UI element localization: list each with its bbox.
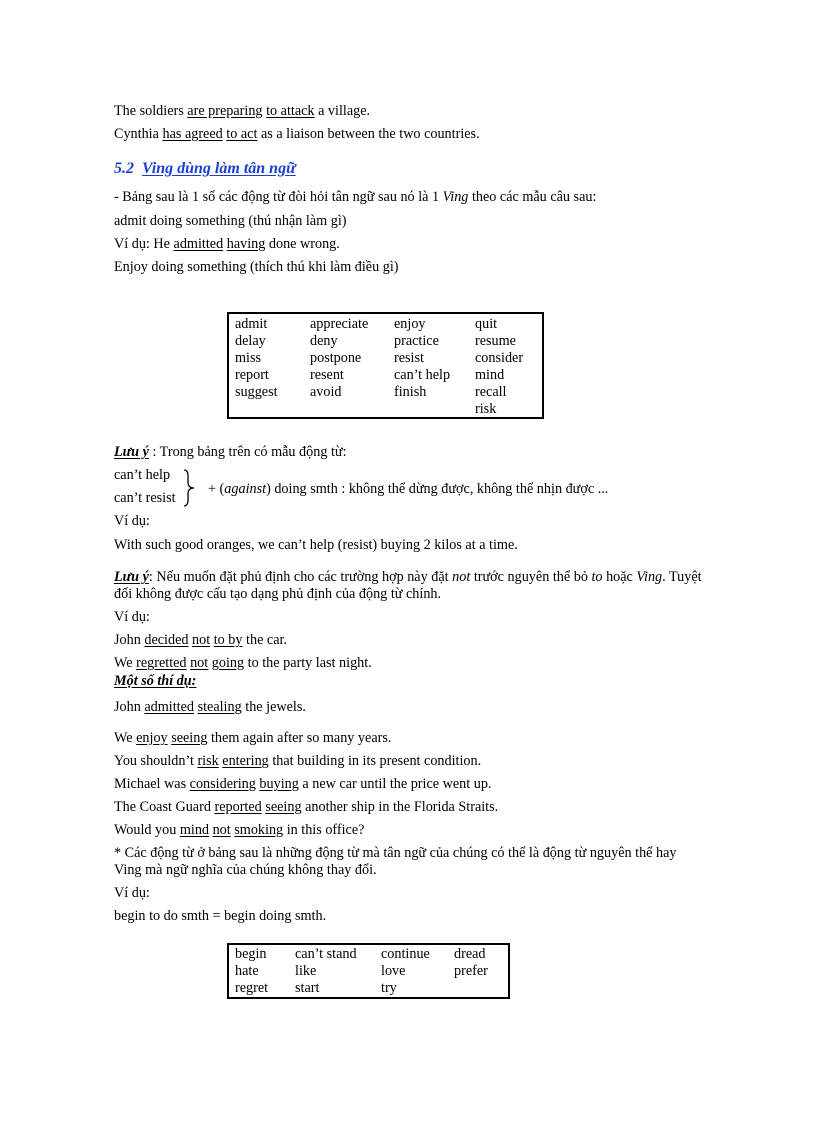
curly-brace-icon bbox=[180, 469, 198, 507]
example-1: John admitted stealing the jewels. bbox=[114, 699, 306, 715]
table2-col-1: begin hate regret bbox=[235, 946, 269, 996]
note2-example-2: We regretted not going to the party last night. bbox=[114, 655, 372, 671]
section-title: Ving dùng làm tân ngữ bbox=[142, 160, 296, 177]
table2-col-4: dread prefer bbox=[454, 946, 488, 979]
para3-line-2: Ving mà ngữ nghĩa của chúng không thay đổi. bbox=[114, 862, 377, 878]
desc-line-2: admit doing something (thú nhận làm gì) bbox=[114, 213, 347, 229]
para3-vidu: Ví dụ: bbox=[114, 885, 150, 901]
desc-line-4: Enjoy doing something (thích thú khi làm điều gì) bbox=[114, 259, 399, 275]
example-3: You shouldn’t risk entering that building in its present condition. bbox=[114, 753, 482, 769]
table1-col-1: admit delay miss report suggest bbox=[235, 316, 278, 400]
note2-vidu: Ví dụ: bbox=[114, 609, 150, 625]
table2-col-3: continue love try bbox=[381, 946, 430, 996]
table2-col-2: can’t stand like start bbox=[295, 946, 357, 996]
note2-line-2: đối không được cấu tạo dạng phủ định của động từ chính. bbox=[114, 586, 442, 602]
table1-col-2: appreciate deny postpone resent avoid bbox=[310, 316, 369, 400]
section-heading bbox=[114, 160, 296, 178]
note2-example-1: John decided not to by the car. bbox=[114, 632, 288, 648]
note1-example: With such good oranges, we can’t help (resist) buying 2 kilos at a time. bbox=[114, 537, 518, 553]
examples-heading: Một số thí dụ: bbox=[114, 673, 197, 689]
note1-label: Lưu ý bbox=[114, 444, 149, 460]
note1-vidu: Ví dụ: bbox=[114, 513, 150, 529]
example-5: The Coast Guard reported seeing another ship in the Florida Straits. bbox=[114, 799, 499, 815]
example-6: Would you mind not smoking in this office? bbox=[114, 822, 365, 838]
desc-line-3: Ví dụ: He admitted having done wrong. bbox=[114, 236, 340, 252]
example-4: Michael was considering buying a new car until the price went up. bbox=[114, 776, 492, 792]
para3-example: begin to do smth = begin doing smth. bbox=[114, 908, 327, 924]
intro-sentence-2: Cynthia has agreed to act as a liaison between the two countries. bbox=[114, 126, 480, 142]
section-number: 5.2 bbox=[114, 160, 134, 177]
example-2: We enjoy seeing them again after so many years. bbox=[114, 730, 392, 746]
note2-line-1: Lưu ý: Nếu muốn đặt phủ định cho các trường hợp này đặt not trước nguyên thể bỏ to hoặc Ving. Tuyệt bbox=[114, 569, 702, 585]
note2-label: Lưu ý bbox=[114, 569, 149, 585]
desc-line-1: - Bảng sau là 1 số các động từ đòi hỏi tân ngữ sau nó là 1 Ving theo các mẫu câu sau: bbox=[114, 189, 597, 205]
note1-option-2: can’t resist bbox=[114, 490, 176, 506]
table1-col-3: enjoy practice resist can’t help finish bbox=[394, 316, 451, 400]
verb-table-1 bbox=[227, 312, 544, 419]
para3-line-1: * Các động từ ở bảng sau là những động từ mà tân ngữ của chúng có thể là động từ nguyên thể hay bbox=[114, 845, 677, 861]
table1-col-4: quit resume consider mind recall risk bbox=[475, 316, 524, 417]
note1-option-1: can’t help bbox=[114, 467, 171, 483]
verb-table-2 bbox=[227, 943, 510, 999]
note1-line: Lưu ý : Trong bảng trên có mẫu động từ: bbox=[114, 444, 347, 460]
intro-sentence-1: The soldiers are preparing to attack a village. bbox=[114, 103, 371, 119]
note1-meaning: + (against) doing smth : không thể dừng được, không thể nhịn được ... bbox=[208, 481, 609, 497]
